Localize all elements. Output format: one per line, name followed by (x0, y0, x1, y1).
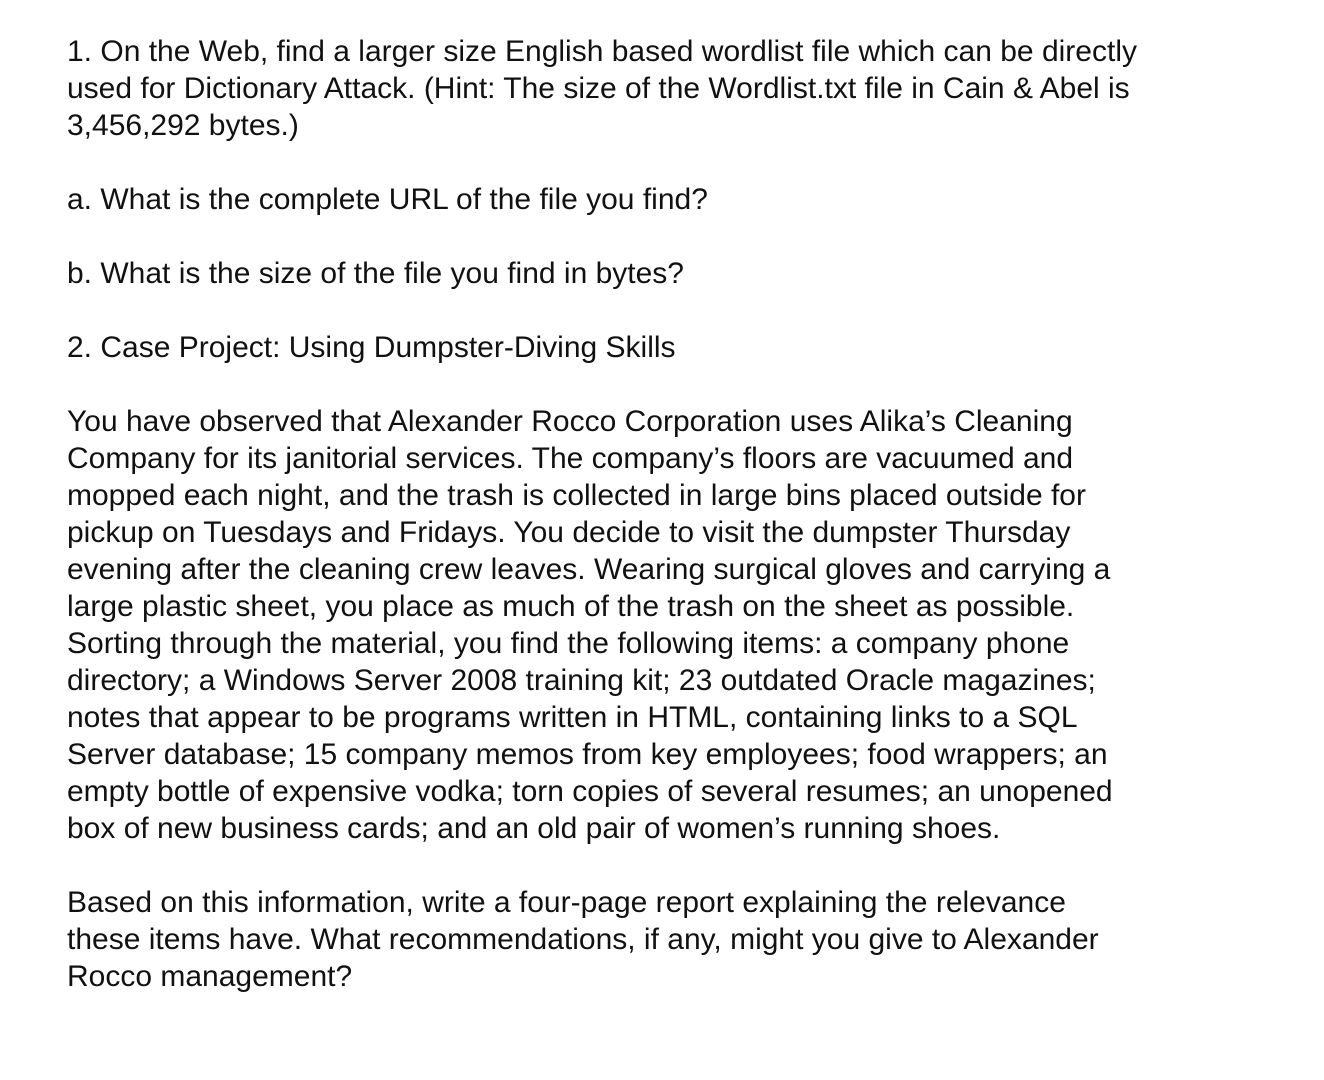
text-line: Based on this information, write a four-page report explaining the relevance (67, 886, 1066, 919)
question-1a (67, 181, 1267, 218)
text-line: used for Dictionary Attack. (Hint: The size of the Wordlist.txt file in Cain & Abel is (67, 72, 1130, 105)
text-line: these items have. What recommendations, if any, might you give to Alexander (67, 923, 1099, 956)
question-2-heading (67, 329, 1267, 366)
text-line: You have observed that Alexander Rocco Corporation uses Alika’s Cleaning (67, 405, 1073, 438)
text-line: Rocco management? (67, 960, 353, 993)
text-line: large plastic sheet, you place as much of the trash on the sheet as possible. (67, 590, 1075, 623)
text-line: Sorting through the material, you find the following items: a company phone (67, 627, 1070, 660)
text-line: notes that appear to be programs written in HTML, containing links to a SQL (67, 701, 1078, 734)
text-line: evening after the cleaning crew leaves. Wearing surgical gloves and carrying a (67, 553, 1111, 586)
text-line: box of new business cards; and an old pair of women’s running shoes. (67, 812, 1001, 845)
case-task (67, 884, 1267, 995)
text-line: empty bottle of expensive vodka; torn copies of several resumes; an unopened (67, 775, 1113, 808)
text-line: pickup on Tuesdays and Fridays. You decide to visit the dumpster Thursday (67, 516, 1071, 549)
question-1-text (67, 33, 1267, 144)
text-line: Server database; 15 company memos from key employees; food wrappers; an (67, 738, 1108, 771)
text-line: a. What is the complete URL of the file you find? (67, 183, 708, 216)
case-scenario (67, 403, 1267, 847)
text-line: directory; a Windows Server 2008 training kit; 23 outdated Oracle magazines; (67, 664, 1096, 697)
text-line: 1. On the Web, find a larger size English based wordlist file which can be directly (67, 35, 1137, 68)
question-1b (67, 255, 1267, 292)
document-page (67, 33, 1267, 1032)
text-line: mopped each night, and the trash is collected in large bins placed outside for (67, 479, 1086, 512)
text-line: b. What is the size of the file you find in bytes? (67, 257, 684, 290)
text-line: Company for its janitorial services. The company’s floors are vacuumed and (67, 442, 1074, 475)
text-line: 2. Case Project: Using Dumpster-Diving Skills (67, 331, 676, 364)
text-line: 3,456,292 bytes.) (67, 109, 299, 142)
